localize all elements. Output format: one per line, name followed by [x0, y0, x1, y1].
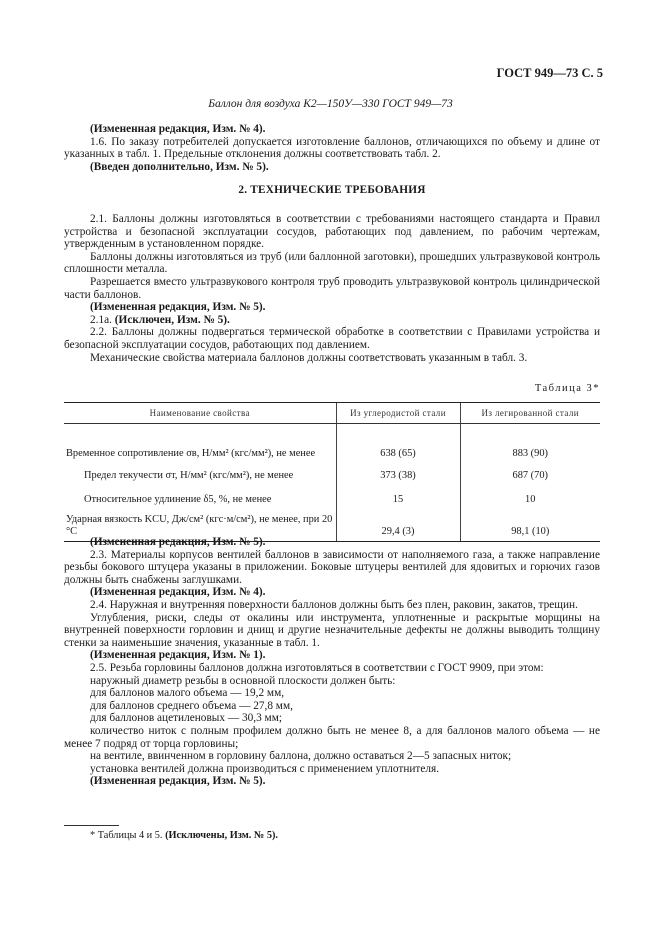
footnote-text: * Таблицы 4 и 5.: [90, 830, 163, 841]
edit-note: (Измененная редакция, Изм. № 5).: [90, 301, 266, 314]
edit-note: (Измененная редакция, Изм. № 5).: [90, 775, 266, 788]
table-header-row: [64, 403, 600, 424]
table-caption: Таблица 3*: [534, 383, 600, 394]
list-item: для баллонов среднего объема — 27,8 мм,: [90, 699, 293, 712]
clause-2-2-mechanical: Механические свойства материала баллонов должны соответствовать указанным в табл. 3.: [90, 351, 528, 364]
footnote-bold: (Исключены, Изм. № 5).: [165, 830, 279, 841]
product-designation: Баллон для воздуха К2—150У—330 ГОСТ 949—73: [208, 98, 453, 110]
footnote: [90, 830, 278, 841]
clause-2-1a: [64, 314, 600, 327]
section-title: 2. ТЕХНИЧЕСКИЕ ТРЕБОВАНИЯ: [238, 184, 426, 196]
edit-note: (Измененная редакция, Изм. № 5).: [90, 536, 266, 548]
list-item: для баллонов ацетиленовых — 30,3 мм;: [90, 712, 282, 725]
requirements-section: [64, 213, 600, 364]
intro-note: (Введен дополнительно, Изм. № 5).: [90, 160, 269, 173]
clause-2-4-defects: Углубления, риски, следы от окалины или инструмента, уплотненные и раскрытые морщины на внутренней поверхности горловин и днищ и другие незначительные дефекты не должны выводить толщину стенки за наименьшие значения, указанные в табл. 1.: [64, 611, 600, 649]
property-name: Ударная вязкость KCU, Дж/см² (кгс·м/см²), не менее, при 20 °С: [64, 506, 336, 542]
carbon-value: 29,4 (3): [336, 506, 460, 542]
table-row: [64, 424, 600, 460]
clause-2-5: 2.5. Резьба горловины баллонов должна изготовляться в соответствии с ГОСТ 9909, при этом:: [90, 661, 544, 674]
edit-note: (Измененная редакция, Изм. № 1).: [90, 649, 266, 662]
header-property: Наименование свойства: [64, 403, 336, 424]
property-name: Временное сопротивление σв, Н/мм² (кгс/мм²), не менее: [66, 447, 316, 459]
alloy-value: 10: [460, 482, 600, 506]
top-section: [64, 123, 600, 173]
table-row: [64, 482, 600, 506]
header-alloy-steel: Из легированной стали: [460, 403, 600, 424]
edit-note: (Измененная редакция, Изм. № 4).: [90, 123, 266, 135]
list-item: количество ниток с полным профилем должно быть не менее 8, а для баллонов малого объема — не менее 7 подряд от торца горловины;: [64, 724, 600, 750]
excluded-note: (Исключен, Изм. № 5).: [114, 313, 230, 326]
edit-note: (Измененная редакция, Изм. № 4).: [90, 586, 266, 599]
clause-number: 2.1а.: [90, 313, 112, 326]
clause-2-1-pipes: Баллоны должны изготовляться из труб (или баллонной заготовки), прошедших ультразвуковой контроль сплошности металла.: [64, 250, 600, 276]
clause-1-6: 1.6. По заказу потребителей допускается изготовление баллонов, отличающихся по объему и длине от указанных в табл. 1. Предельные отклонения должны соответствовать табл. 2.: [64, 135, 600, 161]
clause-2-4: 2.4. Наружная и внутренняя поверхности баллонов должны быть без плен, раковин, закатов, трещин.: [90, 598, 578, 611]
carbon-value: 373 (38): [336, 460, 460, 482]
property-name: Относительное удлинение δ5, %, не менее: [84, 493, 272, 505]
alloy-value: 687 (70): [460, 460, 600, 482]
clause-2-1-ultrasonic: Разрешается вместо ультразвукового контроля труб проводить ультразвуковой контроль цилиндрической части баллонов.: [64, 275, 600, 301]
table-row: [64, 460, 600, 482]
clause-2-3: 2.3. Материалы корпусов вентилей баллонов в зависимости от наполняемого газа, а также направление резьбы бокового штуцера указаны в приложении. Боковые штуцеры вентилей для ядовитых и горючих газов должны быть снабжены заглушками.: [64, 548, 600, 586]
alloy-value: 98,1 (10): [460, 506, 600, 542]
list-item: наружный диаметр резьбы в основной плоскости должен быть:: [90, 674, 396, 687]
after-table-section: [64, 536, 600, 788]
footnote-separator: [64, 825, 119, 826]
page-header: ГОСТ 949—73 С. 5: [496, 66, 603, 80]
alloy-value: 883 (90): [460, 424, 600, 460]
header-carbon-steel: Из углеродистой стали: [336, 403, 460, 424]
property-name: Предел текучести σт, Н/мм² (кгс/мм²), не менее: [84, 469, 294, 481]
carbon-value: 638 (65): [336, 424, 460, 460]
list-item: установка вентилей должна производиться с применением уплотнителя.: [90, 762, 440, 775]
list-item: для баллонов малого объема — 19,2 мм,: [90, 687, 285, 700]
list-item: на вентиле, ввинченном в горловину баллона, должно оставаться 2—5 запасных ниток;: [90, 750, 512, 763]
carbon-value: 15: [336, 482, 460, 506]
clause-2-1: 2.1. Баллоны должны изготовляться в соответствии с требованиями настоящего стандарта и Правил устройства и безопасной эксплуатации сосудов, работающих под давлением, по рабочим чертежам, утвержденным в установленном порядке.: [64, 213, 600, 251]
clause-2-2: 2.2. Баллоны должны подвергаться термической обработке в соответствии с Правилами устройства и безопасной эксплуатации сосудов, работающих под давлением.: [64, 326, 600, 351]
mechanical-properties-table: [64, 402, 600, 542]
